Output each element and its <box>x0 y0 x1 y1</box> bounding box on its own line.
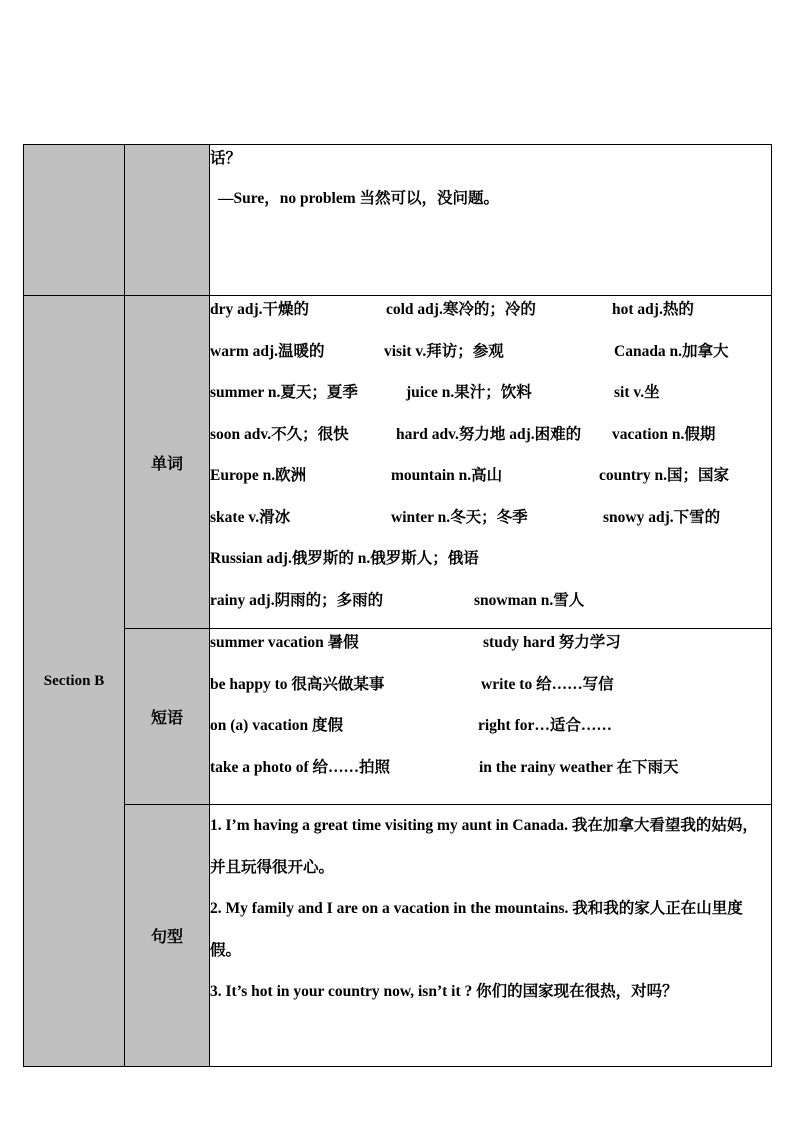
word-entry: juice n.果汁；饮料 <box>406 384 532 401</box>
phrases-content <box>210 629 772 805</box>
word-entry: dry adj.干燥的 <box>210 301 310 318</box>
phrase-line <box>210 712 771 754</box>
phrase-entry: on (a) vacation 度假 <box>210 717 344 734</box>
word-entry: summer n.夏天；夏季 <box>210 384 358 401</box>
category-label-sentences: 句型 <box>125 805 210 1067</box>
continuation-row <box>24 145 772 296</box>
continuation-content <box>210 145 772 296</box>
word-line <box>210 587 771 629</box>
continuation-line: 话？ <box>210 150 242 167</box>
word-line <box>210 296 771 338</box>
phrase-entry: summer vacation 暑假 <box>210 634 359 651</box>
word-entry: cold adj.寒冷的；冷的 <box>386 301 536 318</box>
words-content <box>210 296 772 629</box>
word-entry: snowman n.雪人 <box>474 591 585 609</box>
word-entry: Europe n.欧洲 <box>210 467 307 484</box>
word-entry: Russian adj.俄罗斯的 n.俄罗斯人；俄语 <box>210 550 479 567</box>
word-entry: winter n.冬天；冬季 <box>391 508 528 526</box>
word-line <box>210 462 771 504</box>
sentences-content <box>210 805 772 1067</box>
phrase-entry: study hard 努力学习 <box>483 634 621 651</box>
phrases-row <box>24 629 772 805</box>
category-label-words: 单词 <box>125 296 210 629</box>
word-entry: rainy adj.阴雨的；多雨的 <box>210 591 384 609</box>
sentence-item: 2. My family and I are on a vacation in the mountains. 我和我的家人正在山里度假。 <box>210 900 743 959</box>
words-row <box>24 296 772 629</box>
word-line <box>210 421 771 463</box>
phrase-entry: in the rainy weather 在下雨天 <box>479 758 679 776</box>
sentence-item: 1. I’m having a great time visiting my aunt in Canada. 我在加拿大看望我的姑妈，并且玩得很开心。 <box>210 817 758 876</box>
section-label: Section B <box>24 296 125 1067</box>
word-entry: sit v.坐 <box>614 384 660 401</box>
word-line <box>210 338 771 380</box>
phrase-line <box>210 671 771 713</box>
word-entry: hot adj.热的 <box>612 301 694 318</box>
word-entry: snowy adj.下雪的 <box>603 508 721 526</box>
vocabulary-table <box>23 144 772 1067</box>
category-cell-empty <box>125 145 210 296</box>
word-entry: vacation n.假期 <box>612 425 716 443</box>
sentences-row <box>24 805 772 1067</box>
word-line <box>210 545 771 587</box>
word-entry: warm adj.温暖的 <box>210 342 325 360</box>
phrase-entry: right for…适合…… <box>478 717 612 734</box>
phrase-entry: be happy to 很高兴做某事 <box>210 675 385 693</box>
word-entry: soon adv.不久；很快 <box>210 425 349 443</box>
continuation-line: —Sure，no problem 当然可以，没问题。 <box>218 190 500 207</box>
section-cell-empty <box>24 145 125 296</box>
word-entry: hard adv.努力地 adj.困难的 <box>396 425 582 443</box>
phrase-line <box>210 754 771 796</box>
word-entry: country n.国；国家 <box>599 467 730 484</box>
phrase-entry: take a photo of 给……拍照 <box>210 758 390 776</box>
category-label-phrases: 短语 <box>125 629 210 805</box>
word-entry: visit v.拜访；参观 <box>384 342 504 360</box>
word-entry: mountain n.高山 <box>391 467 503 484</box>
phrase-line <box>210 629 771 671</box>
word-line <box>210 504 771 546</box>
sentence-item: 3. It’s hot in your country now, isn’t it ? 你们的国家现在很热，对吗？ <box>210 983 678 1000</box>
phrase-entry: write to 给……写信 <box>481 675 614 693</box>
word-line <box>210 379 771 421</box>
word-entry: Canada n.加拿大 <box>614 342 729 360</box>
word-entry: skate v.滑冰 <box>210 508 291 526</box>
